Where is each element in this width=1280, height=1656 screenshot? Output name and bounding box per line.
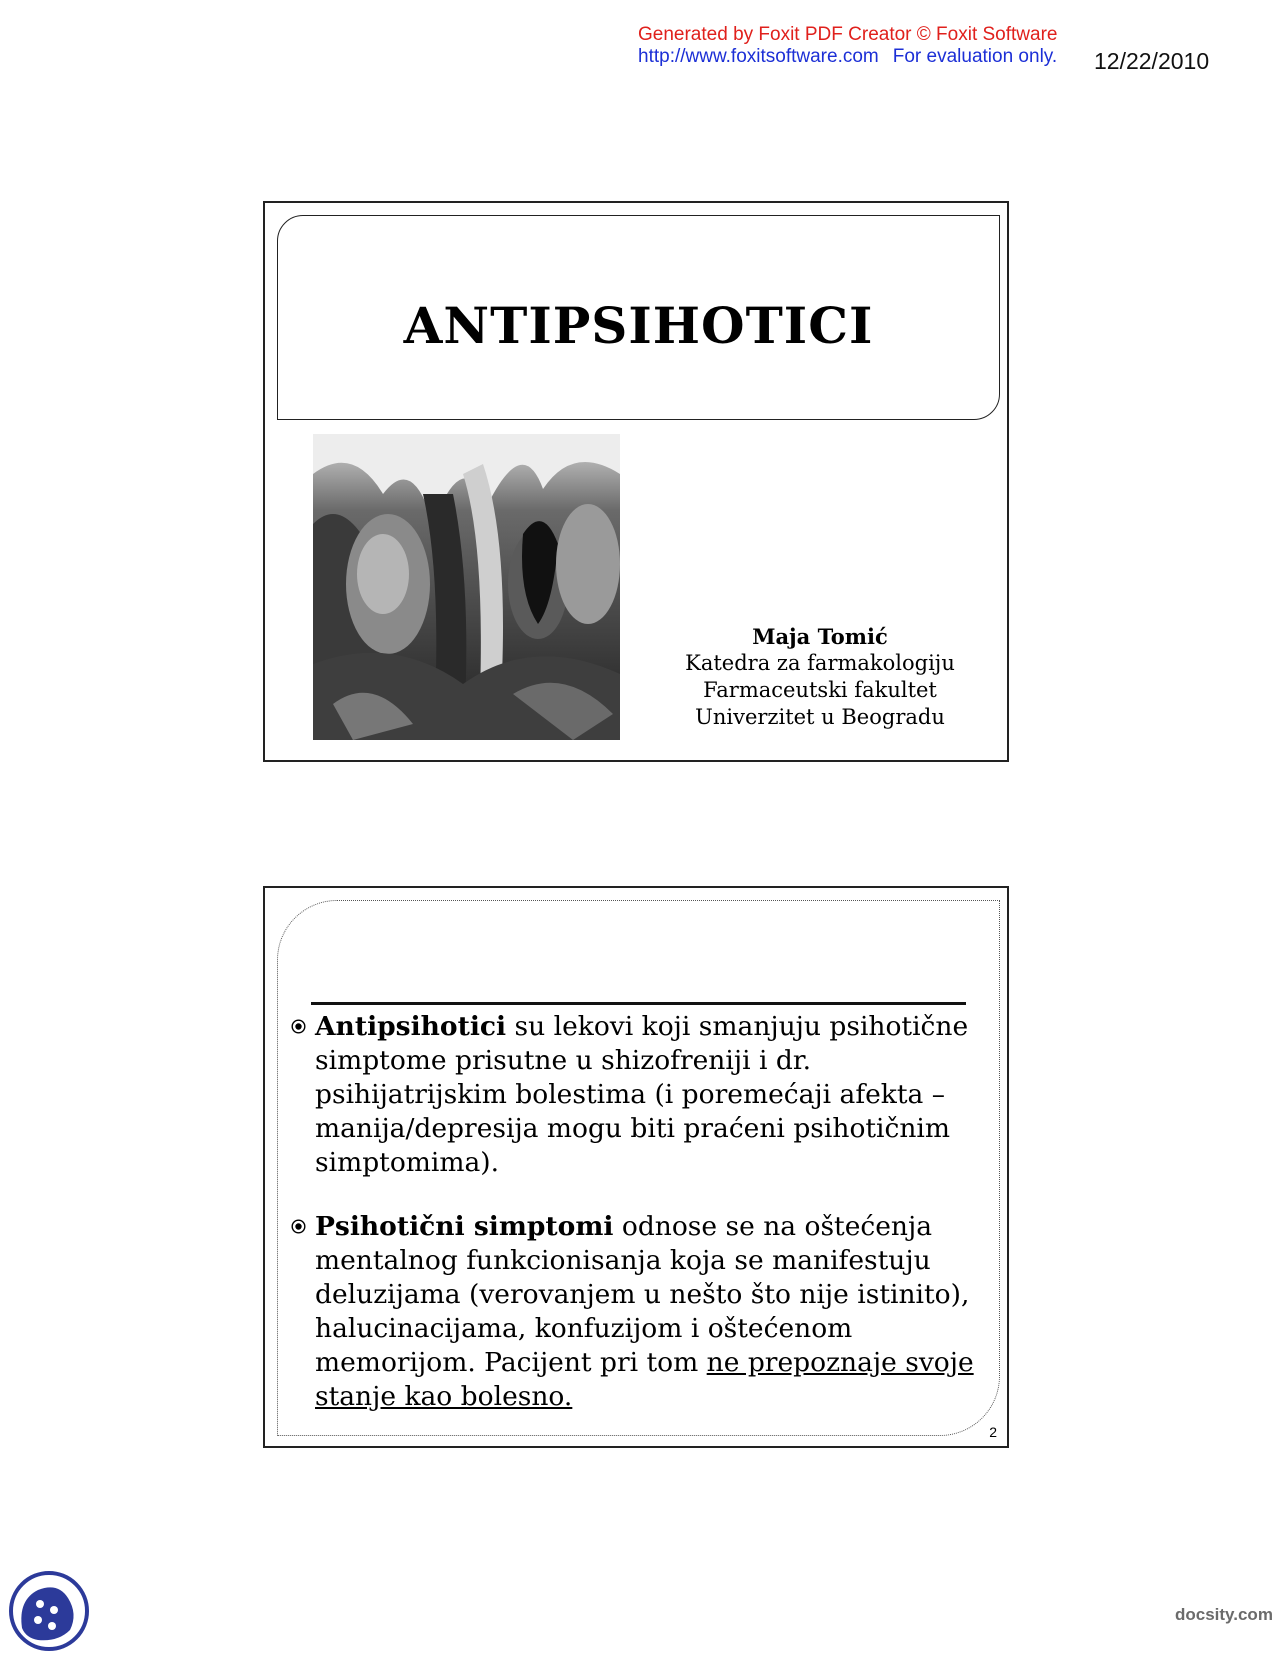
author-block bbox=[655, 623, 985, 731]
author-faculty: Farmaceutski fakultet bbox=[703, 678, 937, 702]
distorted-faces-image bbox=[313, 434, 620, 740]
bullet-list bbox=[291, 1010, 981, 1444]
term-antipsihotici: Antipsihotici bbox=[315, 1011, 507, 1042]
page-number: 2 bbox=[989, 1424, 997, 1440]
watermark-eval-note: For evaluation only. bbox=[892, 46, 1058, 67]
slide-definitions bbox=[263, 886, 1009, 1448]
title-frame bbox=[277, 215, 1000, 420]
circle-bullet-icon bbox=[291, 1019, 306, 1034]
bullet-text: su lekovi koji smanjuju psihotične simptome prisutne u shizofreniji i dr. psihijatrijskim bolestima (i poremećaji afekta – manija/depresija mogu biti praćeni psihotičnim simptomima). bbox=[315, 1011, 969, 1178]
underlined-statement: ne prepoznaje svoje stanje kao bolesno. bbox=[315, 1347, 974, 1412]
slide-title bbox=[263, 201, 1009, 762]
docsity-logo-icon[interactable] bbox=[8, 1570, 90, 1652]
author-name: Maja Tomić bbox=[752, 624, 888, 649]
bullet-antipsihotici bbox=[291, 1010, 981, 1180]
bullet-text: odnose se na oštećenja mentalnog funkcionisanja koja se manifestuju deluzijama (verovanjem u nešto što nije istinito), halucinacijama, konfuzijom i oštećenom memorijom. Pacijent pri tom bbox=[315, 1211, 970, 1378]
docsity-brand[interactable]: docsity.com bbox=[1175, 1605, 1273, 1624]
bullet-psihoticni-simptomi bbox=[291, 1210, 981, 1414]
circle-bullet-icon bbox=[291, 1219, 306, 1234]
title-rule bbox=[311, 1002, 966, 1005]
author-university: Univerzitet u Beogradu bbox=[695, 705, 945, 729]
watermark-generated: Generated by Foxit PDF Creator © Foxit Software bbox=[638, 24, 1058, 45]
foxit-watermark bbox=[638, 24, 1057, 68]
slide-title-text: ANTIPSIHOTICI bbox=[403, 296, 874, 355]
author-department: Katedra za farmakologiju bbox=[685, 651, 955, 675]
term-psihoticni-simptomi: Psihotični simptomi bbox=[315, 1211, 614, 1242]
document-date: 12/22/2010 bbox=[1094, 48, 1210, 74]
watermark-url[interactable]: http://www.foxitsoftware.com bbox=[638, 46, 879, 67]
